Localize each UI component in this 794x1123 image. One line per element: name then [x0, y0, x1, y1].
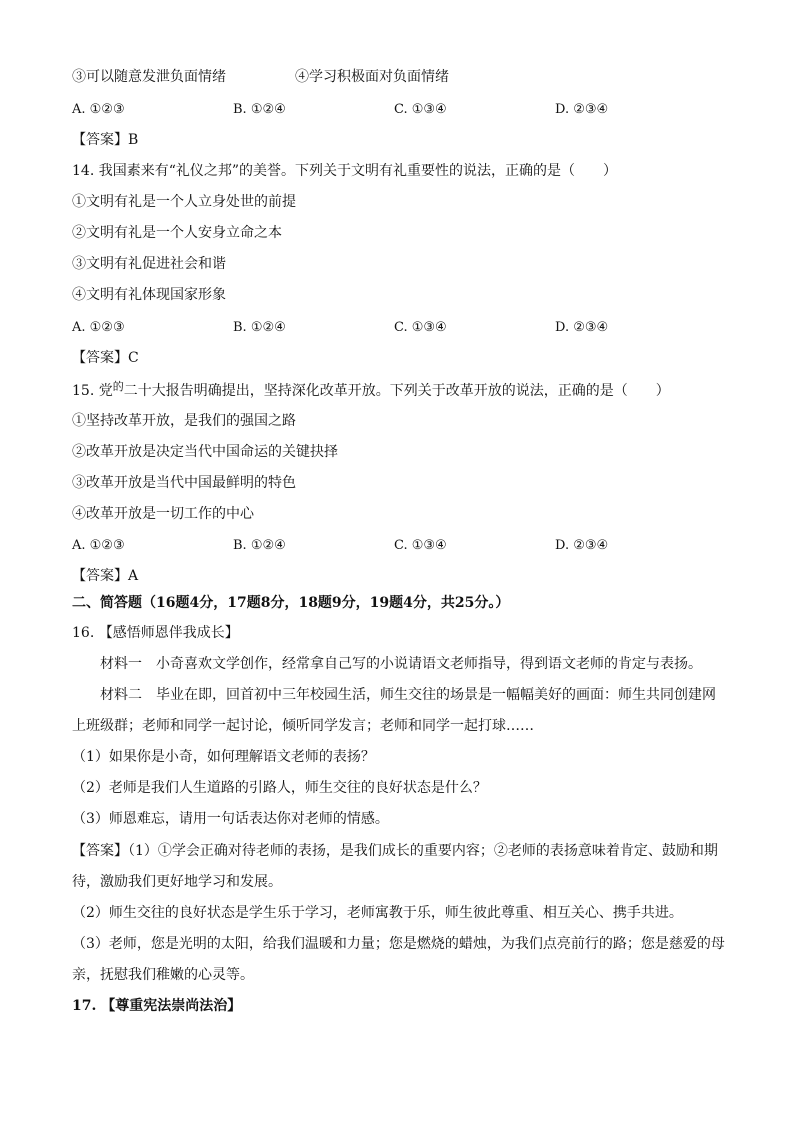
q15-stem: [72, 382, 722, 401]
q16-material-1: 材料一 小奇喜欢文学创作，经常拿自己写的小说请语文老师指导，得到语文老师的肯定与表扬。: [100, 656, 702, 672]
q16-material-2-line-2: 上班级群；老师和同学一起讨论，倾听同学发言；老师和同学一起打球……: [72, 718, 534, 734]
q15-stem-pre: 15. 党: [72, 383, 113, 399]
q14-option-d: D. ②③④: [555, 320, 609, 335]
q15-item-2: ②改革开放是决定当代中国命运的关键抉择: [72, 444, 338, 460]
q13-item-4: ④学习积极面对负面情绪: [295, 69, 449, 85]
section-title: 二、简答题（16题4分，17题8分，18题9分，19题4分，共25分。）: [72, 595, 510, 611]
q16-material-2-line-1: 材料二 毕业在即，回首初中三年校园生活，师生交往的场景是一幅幅美好的画面：师生共同创建网: [100, 687, 716, 703]
q16-sub-3: （3）师恩难忘，请用一句话表达你对老师的情感。: [72, 811, 389, 827]
q14-options: [72, 319, 722, 337]
q15-option-d: D. ②③④: [555, 538, 609, 553]
q15-stem-post: 二十大报告明确提出，坚持深化改革开放。下列关于改革开放的说法，正确的是（ ）: [123, 383, 670, 399]
q16-answer-2: （2）师生交往的良好状态是学生乐于学习，老师寓教于乐，师生彼此尊重、相互关心、携手共进。: [72, 905, 683, 921]
q16-sub-2: （2）老师是我们人生道路的引路人，师生交往的良好状态是什么？: [72, 780, 487, 796]
q15-item-3: ③改革开放是当代中国最鲜明的特色: [72, 475, 296, 491]
q16-sub-1: （1）如果你是小奇，如何理解语文老师的表扬？: [72, 749, 375, 765]
q13-option-d: D. ②③④: [555, 102, 609, 117]
q13-option-a: A. ①②③: [72, 102, 125, 117]
q14-item-2: ②文明有礼是一个人安身立命之本: [72, 225, 282, 241]
q13-options: [72, 101, 722, 119]
q14-item-4: ④文明有礼体现国家形象: [72, 287, 226, 303]
q13-option-b: B. ①②④: [233, 102, 286, 117]
q14-item-1: ①文明有礼是一个人立身处世的前提: [72, 194, 296, 210]
q13-item-3: ③可以随意发泄负面情绪: [72, 69, 226, 85]
q15-option-a: A. ①②③: [72, 538, 125, 553]
q14-stem: 14. 我国素来有“礼仪之邦”的美誉。下列关于文明有礼重要性的说法，正确的是（ ）: [72, 163, 618, 179]
q15-answer: 【答案】A: [72, 568, 139, 584]
q15-option-b: B. ①②④: [233, 538, 286, 553]
q15-item-1: ①坚持改革开放，是我们的强国之路: [72, 413, 296, 429]
q15-stem-sup: 的: [112, 380, 124, 393]
q14-option-c: C. ①③④: [394, 320, 447, 335]
q13-item-row: [72, 68, 722, 86]
q13-option-c: C. ①③④: [394, 102, 447, 117]
q14-option-b: B. ①②④: [233, 320, 286, 335]
q13-answer: 【答案】B: [72, 132, 139, 148]
q14-answer: 【答案】C: [72, 350, 139, 366]
q15-item-4: ④改革开放是一切工作的中心: [72, 506, 254, 522]
q16-answer-1-line-1: 【答案】（1）①学会正确对待老师的表扬，是我们成长的重要内容；②老师的表扬意味着肯定、鼓励和期: [72, 843, 718, 859]
q17-heading: 17. 【尊重宪法崇尚法治】: [72, 998, 242, 1014]
q14-option-a: A. ①②③: [72, 320, 125, 335]
q16-answer-1-line-2: 待，激励我们更好地学习和发展。: [72, 874, 282, 890]
q14-item-3: ③文明有礼促进社会和谐: [72, 256, 226, 272]
q15-options: [72, 537, 722, 555]
q16-answer-3-line-1: （3）老师，您是光明的太阳，给我们温暖和力量；您是燃烧的蜡烛，为我们点亮前行的路；您是慈爱的母: [72, 936, 725, 952]
q16-heading: 16. 【感悟师恩伴我成长】: [72, 625, 239, 641]
q15-option-c: C. ①③④: [394, 538, 447, 553]
q16-answer-3-line-2: 亲，抚慰我们稚嫩的心灵等。: [72, 967, 254, 983]
